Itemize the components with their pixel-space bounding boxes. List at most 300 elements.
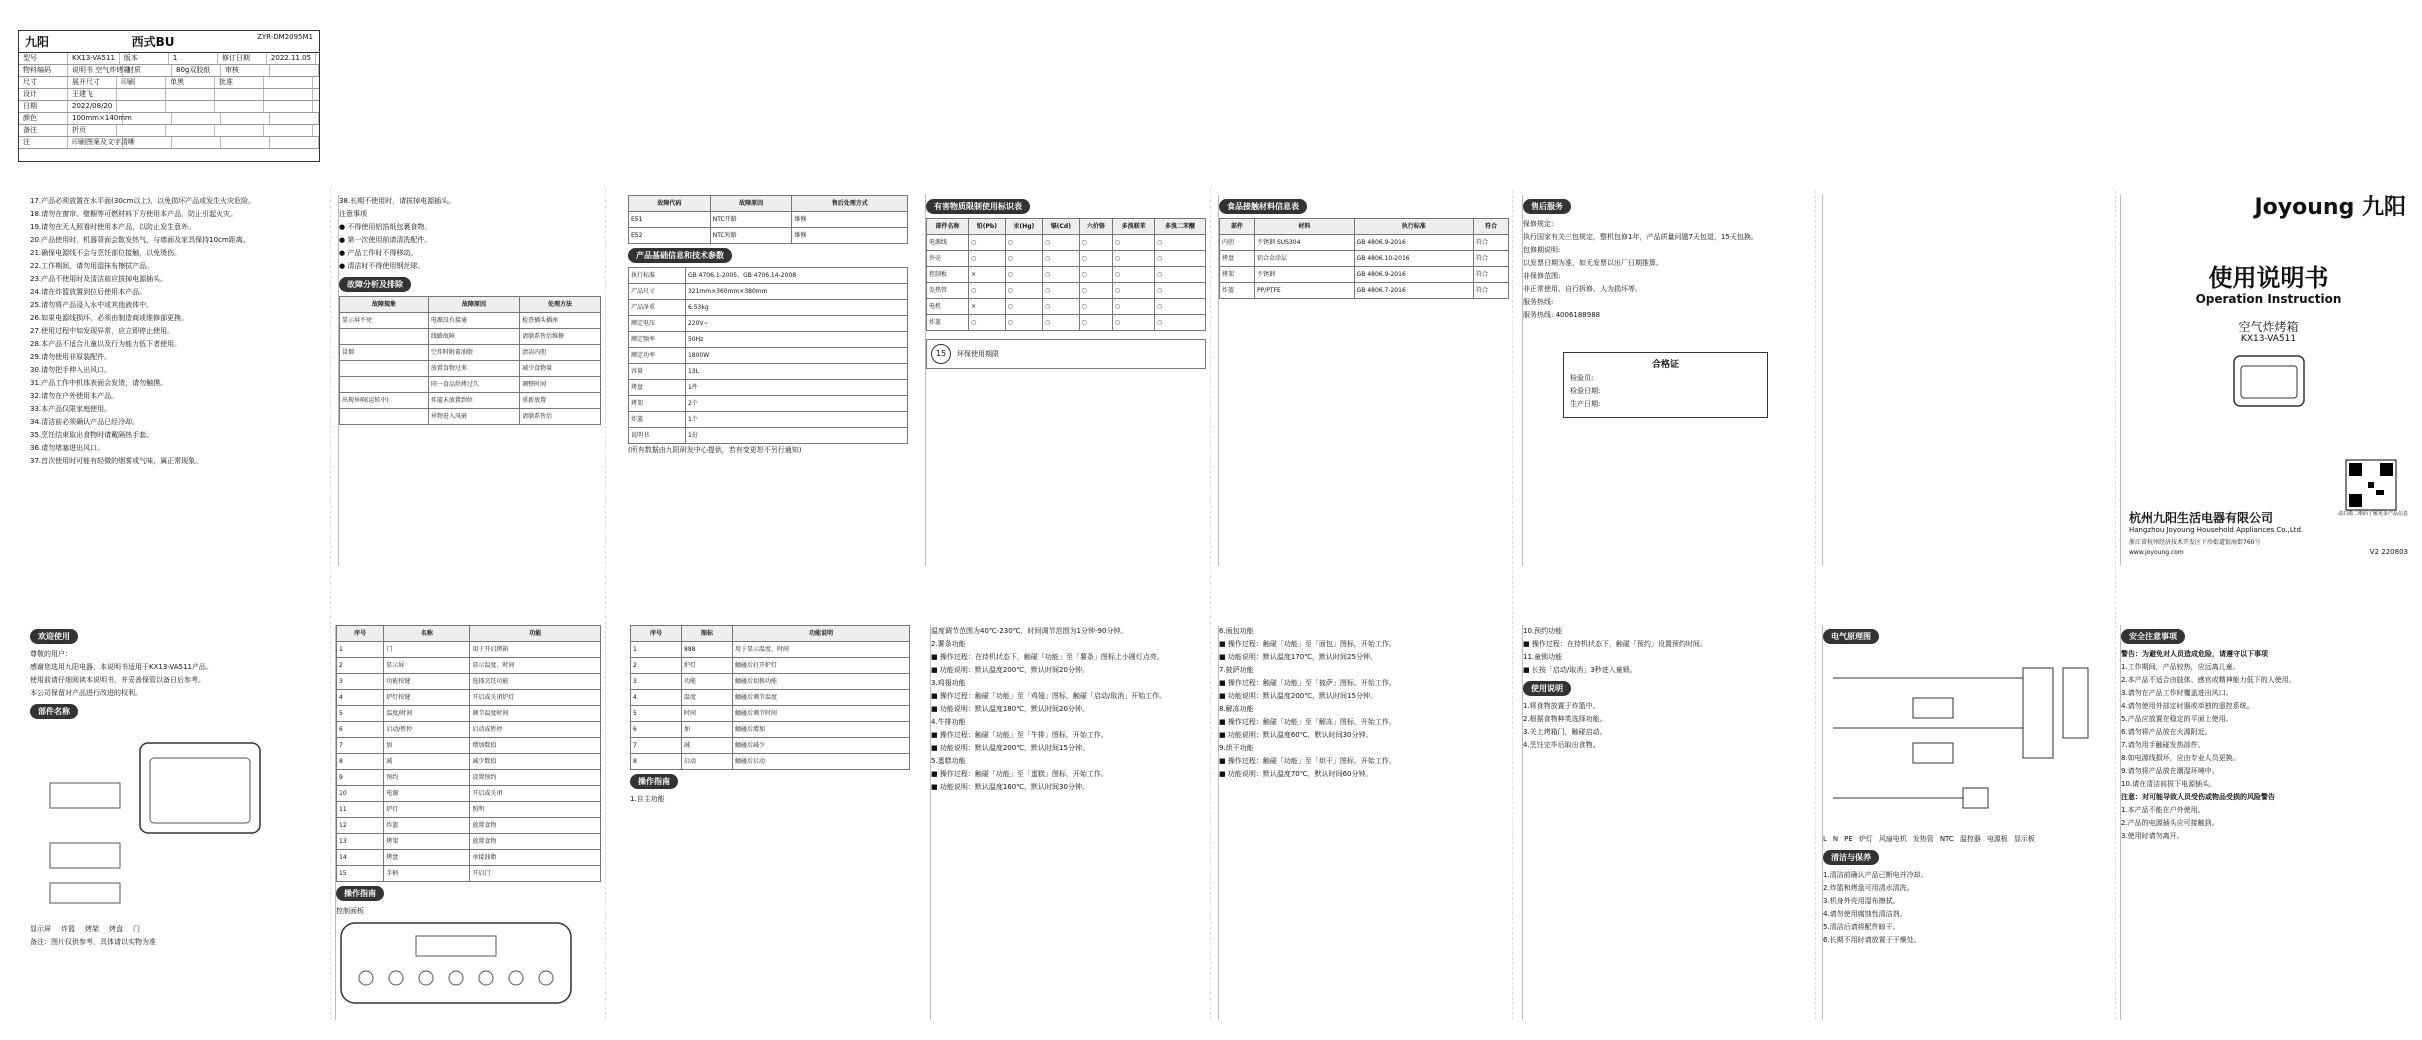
usage-step: 4.烹饪完毕后取出食物。 bbox=[1523, 741, 1600, 749]
table-row bbox=[631, 658, 910, 674]
table-cell: 9 bbox=[337, 770, 384, 786]
cleaning-line: 4.请勿使用腐蚀性清洁剂。 bbox=[1823, 910, 1907, 918]
info-row bbox=[19, 125, 319, 137]
info-cell: 注 bbox=[19, 137, 68, 148]
table-cell: 2 bbox=[337, 658, 384, 674]
food-contact-table bbox=[1219, 218, 1509, 299]
table-cell: 放置食物 bbox=[470, 834, 601, 850]
operation-line: 7.披萨功能 bbox=[1219, 666, 1254, 674]
blank-panel bbox=[1822, 195, 2113, 565]
functions-table bbox=[336, 625, 601, 882]
operation-line: ■ 功能说明：默认温度200℃，默认时间20分钟。 bbox=[931, 666, 1089, 674]
after-sales-title: 售后服务 bbox=[1523, 199, 1571, 214]
table-row bbox=[629, 300, 908, 316]
safety-line: 28.本产品不适合儿童以及行为能力低下者使用。 bbox=[30, 340, 182, 348]
table-cell: 发热管 bbox=[927, 283, 969, 299]
table-cell: 符合 bbox=[1473, 267, 1508, 283]
safety-line: 8.如电源线损坏，应由专业人员更换。 bbox=[2121, 754, 2240, 762]
table-row bbox=[631, 674, 910, 690]
table-cell: ○ bbox=[1005, 235, 1042, 251]
info-cell bbox=[172, 113, 221, 124]
table-cell: 门 bbox=[384, 642, 470, 658]
troubleshoot-title: 故障分析及排除 bbox=[339, 277, 411, 292]
display-table bbox=[630, 625, 910, 770]
operations-panel bbox=[930, 625, 1206, 1020]
table-header-cell: 故障原因 bbox=[428, 297, 519, 313]
usage-title: 使用说明 bbox=[1523, 681, 1571, 696]
safety-line: 18.请勿在窗帘、壁橱等可燃材料下方使用本产品，防止引起火灾。 bbox=[30, 210, 238, 218]
table-cell: 1个 bbox=[685, 412, 907, 428]
info-cell: 版本 bbox=[120, 53, 169, 64]
info-cell bbox=[123, 137, 172, 148]
table-cell: 同一食品烘烤过久 bbox=[428, 377, 519, 393]
table-header-cell: 部件 bbox=[1220, 219, 1255, 235]
circuit-diagram bbox=[1823, 648, 2093, 828]
table-cell: 炸篮未放置到位 bbox=[428, 393, 519, 409]
certificate-box bbox=[1563, 352, 1768, 418]
table-cell: ○ bbox=[969, 251, 1006, 267]
table-header-cell: 故障现象 bbox=[340, 297, 429, 313]
info-cell: 修订日期 bbox=[218, 53, 267, 64]
harmful-title: 有害物质限制使用标识表 bbox=[926, 199, 1030, 214]
info-row bbox=[19, 53, 319, 65]
table-cell: 6.53kg bbox=[685, 300, 907, 316]
table-row bbox=[629, 212, 908, 228]
table-cell: ○ bbox=[1005, 299, 1042, 315]
operations-list-1 bbox=[931, 625, 1206, 794]
welcome-line: 本公司保留对产品进行改进的权利。 bbox=[30, 689, 142, 697]
table-cell: 1 bbox=[337, 642, 384, 658]
cleaning-line: 3.机身外壳用湿布擦拭。 bbox=[1823, 897, 1900, 905]
functions-panel bbox=[335, 625, 601, 1020]
safety-line: 36.请勿堵塞进出风口。 bbox=[30, 444, 105, 452]
table-cell: 启动/暂停 bbox=[384, 722, 470, 738]
usage-panel bbox=[1522, 625, 1808, 1020]
operation-line: ■ 操作过程：触碰「功能」至「披萨」图标，开始工作。 bbox=[1219, 679, 1396, 687]
safety-line: 25.请勿将产品浸入水中或其他液体中。 bbox=[30, 301, 154, 309]
info-cell bbox=[221, 137, 270, 148]
table-row bbox=[337, 658, 601, 674]
operation-line: ■ 功能说明：默认温度160℃，默认时间30分钟。 bbox=[931, 783, 1089, 791]
welcome-greeting: 尊敬的用户： bbox=[30, 650, 72, 658]
cleaning-lines bbox=[1823, 869, 2113, 947]
table-row bbox=[629, 412, 908, 428]
table-cell: 显示屏 bbox=[384, 658, 470, 674]
specs-title: 产品基础信息和技术参数 bbox=[628, 248, 732, 263]
table-cell: ○ bbox=[1155, 267, 1206, 283]
table-cell: ○ bbox=[1079, 251, 1112, 267]
safety-line: 1.本产品不能在户外使用。 bbox=[2121, 806, 2205, 814]
table-cell: 烤盘 bbox=[1220, 251, 1255, 267]
info-cell: 型号 bbox=[19, 53, 68, 64]
safety-line: ● 清洁时不得使用钢丝球。 bbox=[339, 262, 425, 270]
table-cell: 设置预约 bbox=[470, 770, 601, 786]
after-sales-line: 执行国家有关三包规定，整机包修1年，产品质量问题7天包退，15天包换。 bbox=[1523, 233, 1758, 241]
operation-line: ■ 功能说明：默认温度200℃，默认时间15分钟。 bbox=[931, 744, 1089, 752]
info-cell: 物料编码 bbox=[19, 65, 68, 76]
guide-sub: 1.自主功能 bbox=[630, 795, 665, 803]
food-header bbox=[1220, 219, 1509, 235]
table-cell: 烤架 bbox=[629, 396, 686, 412]
table-row bbox=[340, 393, 601, 409]
table-cell: 烤盘 bbox=[384, 850, 470, 866]
info-cell bbox=[221, 113, 270, 124]
after-sales-line: 非正常使用、自行拆修、人为损坏等。 bbox=[1523, 285, 1642, 293]
table-cell: × bbox=[969, 299, 1006, 315]
info-cell: 王建飞 bbox=[68, 89, 117, 100]
circuit-label: PE bbox=[1844, 835, 1853, 843]
table-header-cell: 部件名称 bbox=[927, 219, 969, 235]
table-row bbox=[629, 396, 908, 412]
table-cell: 功能 bbox=[682, 674, 733, 690]
table-cell: 炸篮 bbox=[629, 412, 686, 428]
table-cell: 不锈钢 SUS304 bbox=[1255, 235, 1355, 251]
table-cell: 4 bbox=[631, 690, 682, 706]
table-cell: 启动或暂停 bbox=[470, 722, 601, 738]
safety-left-panel bbox=[30, 195, 330, 565]
table-row bbox=[340, 329, 601, 345]
table-header-cell: 处理方法 bbox=[520, 297, 601, 313]
table-cell: 维修 bbox=[792, 228, 908, 244]
operation-line: 温度调节范围为40℃-230℃，时间调节范围为1分钟-90分钟。 bbox=[931, 627, 1128, 635]
table-cell: 13 bbox=[337, 834, 384, 850]
table-row bbox=[631, 706, 910, 722]
table-cell: 出现异响(运转中) bbox=[340, 393, 429, 409]
operation-line: 8.解冻功能 bbox=[1219, 705, 1254, 713]
table-cell: 8 bbox=[631, 754, 682, 770]
table-cell: GB 4806.9-2016 bbox=[1354, 267, 1473, 283]
table-cell: ○ bbox=[1113, 299, 1155, 315]
table-header-cell: 执行标准 bbox=[1354, 219, 1473, 235]
table-cell: 6 bbox=[337, 722, 384, 738]
table-cell: 5 bbox=[631, 706, 682, 722]
safety-line: 37.首次使用时可能有轻微的烟雾或气味，属正常现象。 bbox=[30, 457, 203, 465]
table-cell: 减少数值 bbox=[470, 754, 601, 770]
table-row bbox=[1220, 283, 1509, 299]
safety-right-list-2 bbox=[2121, 804, 2416, 843]
table-cell: 1800W bbox=[685, 348, 907, 364]
safety-line: 19.请勿在无人照看时使用本产品，以防止发生意外。 bbox=[30, 223, 196, 231]
info-unit: 西式BU bbox=[131, 35, 175, 49]
safety-line: 7.请勿用手触碰发热部件。 bbox=[2121, 741, 2205, 749]
service-codes-header bbox=[629, 196, 908, 212]
info-cell: 100mm×140mm bbox=[68, 113, 123, 124]
table-cell bbox=[340, 377, 429, 393]
table-row bbox=[631, 754, 910, 770]
table-cell: 温度 bbox=[682, 690, 733, 706]
specs-note: (所有数据由九阳研发中心提供，若有变更恕不另行通知) bbox=[628, 446, 802, 454]
table-row bbox=[1220, 235, 1509, 251]
guide-title-1: 操作指南 bbox=[336, 886, 384, 901]
info-cell: 80g双胶纸 bbox=[172, 65, 221, 76]
safety-line: 9.请勿将产品放在潮湿环境中。 bbox=[2121, 767, 2219, 775]
safety-line: 5.产品应放置在稳定的平面上使用。 bbox=[2121, 715, 2233, 723]
table-cell: 触碰后减少 bbox=[733, 738, 910, 754]
safety-line: 24.请在炸篮放置到位后使用本产品。 bbox=[30, 288, 147, 296]
table-cell: 减 bbox=[384, 754, 470, 770]
cover-panel bbox=[2120, 195, 2416, 565]
table-header-cell: 多溴二苯醚 bbox=[1155, 219, 1206, 235]
table-cell: 铝合金涂层 bbox=[1255, 251, 1355, 267]
info-code: ZYR-DM2095M1 bbox=[257, 33, 313, 41]
operations2-panel bbox=[1218, 625, 1509, 1020]
part-label: 炸篮 bbox=[61, 925, 75, 933]
table-row bbox=[337, 674, 601, 690]
info-brand: 九阳 bbox=[25, 35, 50, 49]
table-row bbox=[337, 738, 601, 754]
part-label: 显示屏 bbox=[30, 925, 51, 933]
table-cell: ○ bbox=[1043, 315, 1080, 331]
info-cell: 展开尺寸 bbox=[68, 77, 117, 88]
certificate-line: 检验日期: bbox=[1570, 387, 1601, 395]
safety-line: ● 第一次使用前请清洗配件。 bbox=[339, 236, 432, 244]
table-cell: 电机 bbox=[927, 299, 969, 315]
safety-line: 38.长期不使用时，请拔掉电源插头。 bbox=[339, 197, 456, 205]
food-contact-title: 食品接触材料信息表 bbox=[1219, 199, 1307, 214]
table-cell: 11 bbox=[337, 802, 384, 818]
table-cell: 显示温度、时间 bbox=[470, 658, 601, 674]
operation-line: 2.薯条功能 bbox=[931, 640, 966, 648]
food-contact-panel bbox=[1218, 195, 1509, 565]
table-cell: 加 bbox=[682, 722, 733, 738]
table-cell: 额定频率 bbox=[629, 332, 686, 348]
info-header bbox=[19, 31, 319, 53]
qr-note: 请扫描二维码了解更多产品信息 bbox=[2337, 511, 2408, 517]
table-cell: ○ bbox=[1079, 283, 1112, 299]
troubleshoot-header bbox=[340, 297, 601, 313]
circuit-label: 炉灯 bbox=[1858, 835, 1873, 843]
table-row bbox=[927, 283, 1206, 299]
table-cell: ○ bbox=[1155, 251, 1206, 267]
functions-header bbox=[337, 626, 601, 642]
cleaning-line: 1.清洁前确认产品已断电并冷却。 bbox=[1823, 871, 1928, 879]
table-cell: 预约 bbox=[384, 770, 470, 786]
table-cell: NTC开路 bbox=[710, 212, 792, 228]
table-row bbox=[337, 866, 601, 882]
circuit-label: NTC bbox=[1939, 835, 1954, 843]
cover-logo: Joyoung 九阳 bbox=[2254, 195, 2406, 220]
table-cell: ○ bbox=[1113, 267, 1155, 283]
circuit-label: 电源板 bbox=[1986, 835, 2008, 843]
table-header-cell: 名称 bbox=[384, 626, 470, 642]
info-cell: 印刷图案及文字清晰 bbox=[68, 137, 123, 148]
certificate-lines bbox=[1570, 372, 1761, 411]
table-row bbox=[1220, 267, 1509, 283]
harmful-header bbox=[927, 219, 1206, 235]
table-cell: 容量 bbox=[629, 364, 686, 380]
table-cell: 6 bbox=[631, 722, 682, 738]
table-cell: 15 bbox=[337, 866, 384, 882]
info-cell bbox=[270, 65, 319, 76]
table-cell: 烤盘 bbox=[629, 380, 686, 396]
table-header-cell: 序号 bbox=[631, 626, 682, 642]
table-header-cell: 铅(Pb) bbox=[969, 219, 1006, 235]
parts-title: 部件名称 bbox=[30, 704, 78, 719]
info-cell: 设计 bbox=[19, 89, 68, 100]
info-row bbox=[19, 137, 319, 149]
after-sales-panel bbox=[1522, 195, 1808, 565]
table-cell: 清洁内胆 bbox=[520, 345, 601, 361]
safety-line: 10.请在清洁前拔下电源插头。 bbox=[2121, 780, 2217, 788]
operation-line: ■ 操作过程：触碰「功能」至「鸡翅」图标，触碰「启动/取消」开始工作。 bbox=[931, 692, 1167, 700]
table-cell: ○ bbox=[1113, 315, 1155, 331]
circuit-panel bbox=[1822, 625, 2113, 1020]
welcome-line: 感谢您选用九阳电器，本说明书适用于KX13-VA511产品。 bbox=[30, 663, 213, 671]
info-row bbox=[19, 65, 319, 77]
table-cell: 5 bbox=[337, 706, 384, 722]
table-cell: ○ bbox=[1005, 283, 1042, 299]
table-cell: 减 bbox=[682, 738, 733, 754]
operation-line: 4.牛排功能 bbox=[931, 718, 966, 726]
table-cell: 检查插头插座 bbox=[520, 313, 601, 329]
table-cell: 321mm×360mm×380mm bbox=[685, 284, 907, 300]
parts-diagram bbox=[30, 723, 300, 923]
table-row bbox=[629, 428, 908, 444]
table-cell: 13L bbox=[685, 364, 907, 380]
table-header-cell: 功能 bbox=[470, 626, 601, 642]
safety-line: 32.请勿在户外使用本产品。 bbox=[30, 392, 119, 400]
table-row bbox=[927, 251, 1206, 267]
welcome-body bbox=[30, 661, 325, 700]
table-cell: 内胆 bbox=[1220, 235, 1255, 251]
safety-right-title: 安全注意事项 bbox=[2121, 629, 2185, 644]
control-title: 控制面板 bbox=[336, 907, 364, 915]
table-cell: 2个 bbox=[685, 396, 907, 412]
table-row bbox=[337, 754, 601, 770]
after-sales-line: 以发票日期为准，如无发票以出厂日期推算。 bbox=[1523, 259, 1663, 267]
table-cell: ○ bbox=[1043, 267, 1080, 283]
table-cell: 炉灯按键 bbox=[384, 690, 470, 706]
operation-line: 3.鸡翅功能 bbox=[931, 679, 966, 687]
table-cell: ○ bbox=[1079, 267, 1112, 283]
info-cell: 1 bbox=[169, 53, 218, 64]
table-cell: 照明 bbox=[470, 802, 601, 818]
after-sales-line: 服务热线: bbox=[1523, 298, 1554, 306]
air-fryer-oven-illustration bbox=[2229, 351, 2309, 411]
table-cell: 启动 bbox=[682, 754, 733, 770]
table-cell: 炉灯 bbox=[682, 658, 733, 674]
table-cell: 7 bbox=[631, 738, 682, 754]
table-cell: 炉灯 bbox=[384, 802, 470, 818]
table-row bbox=[631, 642, 910, 658]
table-cell: ○ bbox=[1155, 283, 1206, 299]
eco-period-icon: 15 bbox=[931, 344, 951, 364]
cleaning-line: 5.清洁后请将配件晾干。 bbox=[1823, 923, 1900, 931]
table-cell: 符合 bbox=[1473, 283, 1508, 299]
info-cell bbox=[264, 101, 313, 112]
operation-line: ■ 操作过程：触碰「功能」至「牛排」图标，开始工作。 bbox=[931, 731, 1108, 739]
table-cell: ○ bbox=[1043, 251, 1080, 267]
table-row bbox=[927, 267, 1206, 283]
table-cell: E51 bbox=[629, 212, 711, 228]
info-cell bbox=[172, 137, 221, 148]
table-cell: 开启或关闭炉灯 bbox=[470, 690, 601, 706]
table-cell: 放置食物过多 bbox=[428, 361, 519, 377]
circuit-label: 显示板 bbox=[2013, 835, 2035, 843]
table-row bbox=[631, 722, 910, 738]
table-cell: 触碰后启动 bbox=[733, 754, 910, 770]
table-row bbox=[629, 268, 908, 284]
table-header-cell: 镉(Cd) bbox=[1043, 219, 1080, 235]
info-cell: 单黑 bbox=[166, 77, 215, 88]
welcome-title: 欢迎使用 bbox=[30, 629, 78, 644]
safety-line: 20.产品使用时，机器背面会散发热气，与墙面及家具保持10cm距离。 bbox=[30, 236, 250, 244]
safety-line: 1.工作期间，产品较热，应远离儿童。 bbox=[2121, 663, 2240, 671]
table-cell: ○ bbox=[1155, 315, 1206, 331]
usage-steps bbox=[1523, 700, 1808, 752]
table-cell: 电源没有接通 bbox=[428, 313, 519, 329]
harmful-panel bbox=[925, 195, 1206, 565]
table-cell: 符合 bbox=[1473, 235, 1508, 251]
info-cell bbox=[166, 125, 215, 136]
certificate-line: 生产日期: bbox=[1570, 400, 1601, 408]
table-row bbox=[927, 299, 1206, 315]
info-cell bbox=[215, 89, 264, 100]
table-header-cell: 序号 bbox=[337, 626, 384, 642]
table-cell: ○ bbox=[969, 283, 1006, 299]
table-cell: 烤架 bbox=[384, 834, 470, 850]
table-row bbox=[927, 315, 1206, 331]
table-cell: 触碰后增加 bbox=[733, 722, 910, 738]
part-label: 烤盘 bbox=[109, 925, 123, 933]
table-cell: 3 bbox=[337, 674, 384, 690]
info-cell bbox=[270, 113, 319, 124]
table-cell: 888 bbox=[682, 642, 733, 658]
table-cell: 执行标准 bbox=[629, 268, 686, 284]
usage-line: ■ 操作过程：在待机状态下，触碰「预约」设置预约时间。 bbox=[1523, 640, 1707, 648]
table-cell: 12 bbox=[337, 818, 384, 834]
operation-line: ■ 功能说明：默认温度70℃，默认时间60分钟。 bbox=[1219, 770, 1373, 778]
table-cell: NTC短路 bbox=[710, 228, 792, 244]
table-cell: ○ bbox=[1113, 235, 1155, 251]
table-cell: 温度/时间 bbox=[384, 706, 470, 722]
table-cell: 显示屏不亮 bbox=[340, 313, 429, 329]
table-cell: 请联系售后维修 bbox=[520, 329, 601, 345]
table-cell: 电源 bbox=[384, 786, 470, 802]
cover-version: V2 220803 bbox=[2369, 548, 2408, 556]
table-row bbox=[337, 642, 601, 658]
info-cell bbox=[264, 77, 313, 88]
table-cell: 不锈钢 bbox=[1255, 267, 1355, 283]
table-header-cell: 故障原因 bbox=[710, 196, 792, 212]
circuit-label: N bbox=[1832, 835, 1839, 843]
circuit-label: 发热管 bbox=[1912, 835, 1934, 843]
info-cell: 颜色 bbox=[19, 113, 68, 124]
table-cell: 炸篮 bbox=[384, 818, 470, 834]
table-cell: 1件 bbox=[685, 380, 907, 396]
table-cell: 炸篮 bbox=[1220, 283, 1255, 299]
table-header-cell: 故障代码 bbox=[629, 196, 711, 212]
cover-website: www.joyoung.com bbox=[2129, 549, 2184, 556]
table-header-cell: 功能说明 bbox=[733, 626, 910, 642]
cover-company-en: Hangzhou Joyoung Household Appliances Co.,Ltd. bbox=[2129, 526, 2304, 534]
info-cell: 印刷 bbox=[117, 77, 166, 88]
after-sales-line: 服务热线: 4006188988 bbox=[1523, 311, 1601, 319]
table-row bbox=[629, 348, 908, 364]
control-panel-diagram bbox=[336, 918, 576, 1008]
table-cell: ○ bbox=[969, 235, 1006, 251]
table-cell: 线路故障 bbox=[428, 329, 519, 345]
table-row bbox=[337, 690, 601, 706]
info-cell: KX13-VA511 bbox=[68, 53, 120, 64]
table-cell: 符合 bbox=[1473, 251, 1508, 267]
table-cell: 用于显示温度、时间 bbox=[733, 642, 910, 658]
circuit-labels bbox=[1823, 833, 2113, 846]
operation-line: ■ 功能说明：默认温度170℃，默认时间25分钟。 bbox=[1219, 653, 1377, 661]
table-cell: ○ bbox=[1005, 315, 1042, 331]
info-cell: 2022.11.05 bbox=[267, 53, 316, 64]
operation-line: 5.蛋糕功能 bbox=[931, 757, 966, 765]
